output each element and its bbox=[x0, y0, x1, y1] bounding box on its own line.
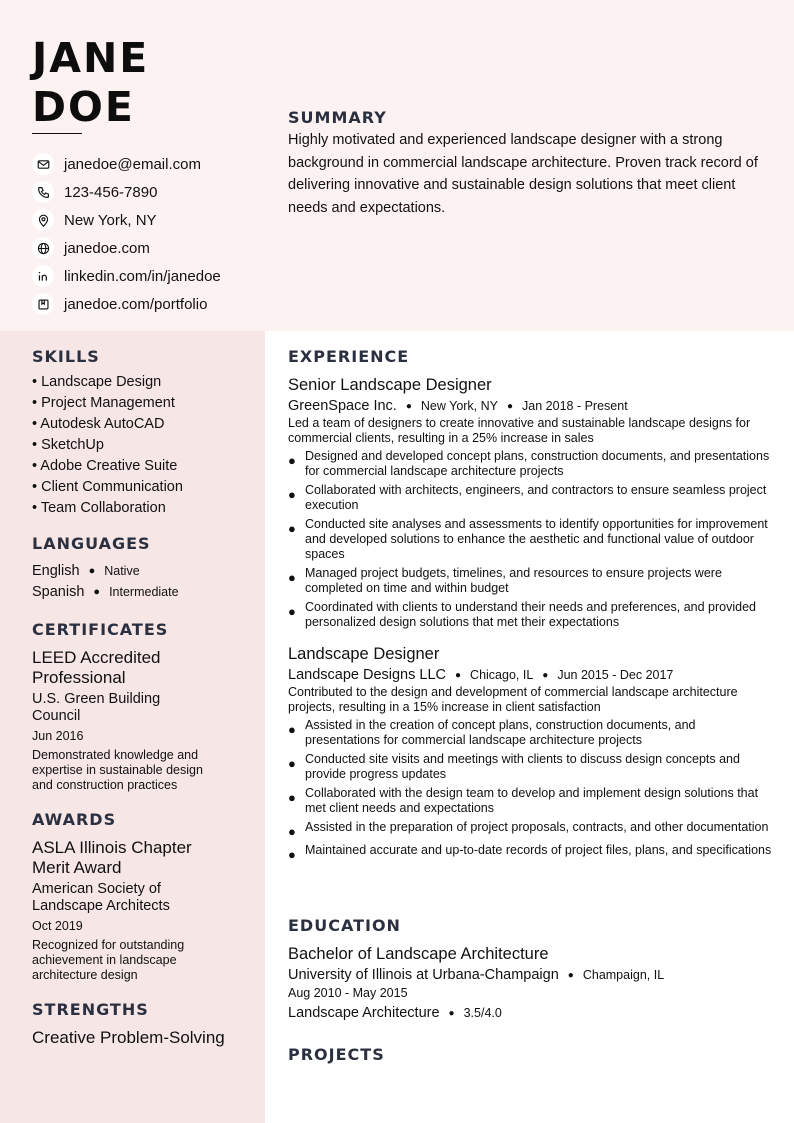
skills-list bbox=[32, 372, 247, 519]
bullet-icon: ● bbox=[288, 722, 296, 737]
job-dates: Jan 2018 - Present bbox=[522, 399, 628, 413]
language-name: Spanish bbox=[32, 584, 85, 600]
job-dates: Jun 2015 - Dec 2017 bbox=[557, 668, 674, 682]
bullet-text: Collaborated with architects, engineers, and contractors to ensure seamless project execution bbox=[305, 483, 767, 512]
field-row bbox=[288, 1005, 773, 1021]
job-title: Senior Landscape Designer bbox=[288, 376, 492, 394]
contact-phone[interactable] bbox=[32, 178, 221, 206]
job-meta bbox=[288, 398, 773, 414]
bullet-text: Maintained accurate and up-to-date records of project files, plans, and specifications bbox=[305, 843, 772, 857]
field-of-study: Landscape Architecture bbox=[288, 1005, 440, 1021]
separator-dot: ● bbox=[542, 669, 549, 681]
contact-website[interactable] bbox=[32, 234, 221, 262]
language-item bbox=[32, 561, 247, 582]
phone-icon bbox=[32, 181, 54, 203]
name-divider bbox=[32, 133, 82, 134]
bullet-text: Collaborated with the design team to develop and implement design solutions that met client needs and expectations bbox=[305, 786, 759, 815]
awards-title: AWARDS bbox=[32, 810, 117, 829]
bullet-text: Assisted in the preparation of project proposals, contracts, and other documentation bbox=[305, 820, 769, 834]
bullet-icon: ● bbox=[288, 756, 296, 771]
degree-name: Bachelor of Landscape Architecture bbox=[288, 945, 549, 963]
skill-item: • Adobe Creative Suite bbox=[32, 458, 178, 474]
summary-section bbox=[288, 108, 768, 219]
experience-section bbox=[288, 347, 773, 866]
bullet-text: Coordinated with clients to understand their needs and preferences, and provided personalized design solutions that met their expectations bbox=[305, 600, 756, 629]
award-date: Oct 2019 bbox=[32, 919, 83, 933]
skills-title: SKILLS bbox=[32, 347, 100, 366]
certificate-description: Demonstrated knowledge and expertise in sustainable design and construction practices bbox=[32, 748, 203, 792]
contact-website-text: janedoe.com bbox=[64, 239, 150, 257]
education-section bbox=[288, 916, 773, 1021]
skill-item: • Landscape Design bbox=[32, 374, 162, 390]
bullet-icon: ● bbox=[288, 570, 296, 585]
contact-phone-text: 123-456-7890 bbox=[64, 183, 158, 201]
bullet-item bbox=[288, 517, 773, 562]
contact-list bbox=[32, 150, 221, 318]
skill-item: • Autodesk AutoCAD bbox=[32, 416, 165, 432]
school-name: University of Illinois at Urbana-Champaign bbox=[288, 967, 559, 983]
name-last: DOE bbox=[32, 83, 135, 131]
languages-title: LANGUAGES bbox=[32, 534, 151, 553]
education-title: EDUCATION bbox=[288, 916, 401, 935]
contact-location bbox=[32, 206, 221, 234]
portfolio-icon bbox=[32, 293, 54, 315]
school-row bbox=[288, 967, 773, 983]
contact-portfolio[interactable] bbox=[32, 290, 221, 318]
job-entry bbox=[288, 375, 773, 630]
separator-dot: ● bbox=[405, 400, 412, 412]
email-icon bbox=[32, 153, 54, 175]
language-name: English bbox=[32, 563, 80, 579]
skill-item: • Team Collaboration bbox=[32, 500, 166, 516]
projects-title: PROJECTS bbox=[288, 1045, 385, 1064]
contact-email[interactable] bbox=[32, 150, 221, 178]
bullet-icon: ● bbox=[288, 487, 296, 502]
bullet-item bbox=[288, 449, 773, 479]
languages-list bbox=[32, 561, 247, 603]
contact-location-text: New York, NY bbox=[64, 211, 157, 229]
bullet-text: Designed and developed concept plans, construction documents, and presentations for commercial landscape architecture projects bbox=[305, 449, 770, 478]
award-issuer: American Society of Landscape Architects bbox=[32, 881, 170, 914]
experience-title: EXPERIENCE bbox=[288, 347, 410, 366]
bullet-item bbox=[288, 566, 773, 596]
bullet-item bbox=[288, 600, 773, 630]
awards-section bbox=[32, 810, 247, 983]
language-level: Intermediate bbox=[109, 585, 179, 599]
job-title: Landscape Designer bbox=[288, 645, 440, 663]
certificates-section bbox=[32, 620, 247, 793]
contact-linkedin[interactable] bbox=[32, 262, 221, 290]
job-bullets bbox=[288, 449, 773, 630]
gpa: 3.5/4.0 bbox=[463, 1006, 502, 1020]
globe-icon bbox=[32, 237, 54, 259]
strength-item: Creative Problem-Solving bbox=[32, 1028, 225, 1047]
bullet-item bbox=[288, 786, 773, 816]
bullet-icon: ● bbox=[288, 824, 296, 839]
summary-title: SUMMARY bbox=[288, 108, 387, 127]
skill-item: • Client Communication bbox=[32, 479, 183, 495]
job-location: New York, NY bbox=[420, 399, 498, 413]
separator-dot: ● bbox=[448, 1007, 455, 1019]
strengths-section bbox=[32, 1000, 247, 1048]
summary-text: Highly motivated and experienced landscape designer with a strong background in commercial landscape architecture. Proven track record of delivering innovative and sustainable design solutions that meet client needs and expectations. bbox=[288, 132, 758, 216]
job-bullets bbox=[288, 718, 773, 862]
award-name: ASLA Illinois Chapter Merit Award bbox=[32, 838, 192, 877]
bullet-text: Conducted site analyses and assessments to identify opportunities for improvement and developed solutions to enhance the aesthetic and functional value of outdoor spaces bbox=[305, 517, 768, 561]
linkedin-icon bbox=[32, 265, 54, 287]
bullet-icon: ● bbox=[288, 453, 296, 468]
language-item bbox=[32, 582, 247, 603]
bullet-item bbox=[288, 483, 773, 513]
projects-section bbox=[288, 1045, 773, 1064]
skill-item: • SketchUp bbox=[32, 437, 104, 453]
bullet-item bbox=[288, 718, 773, 748]
company-name: GreenSpace Inc. bbox=[288, 398, 397, 414]
name-first: JANE bbox=[32, 34, 150, 82]
separator-dot: ● bbox=[93, 586, 101, 598]
separator-dot: ● bbox=[507, 400, 514, 412]
bullet-text: Conducted site visits and meetings with clients to discuss design concepts and provide progress updates bbox=[305, 752, 740, 781]
strengths-title: STRENGTHS bbox=[32, 1000, 149, 1019]
contact-linkedin-text: linkedin.com/in/janedoe bbox=[64, 267, 221, 285]
location-icon bbox=[32, 209, 54, 231]
separator-dot: ● bbox=[567, 969, 574, 981]
candidate-name bbox=[32, 34, 149, 132]
languages-section bbox=[32, 534, 247, 603]
certificate-date: Jun 2016 bbox=[32, 729, 84, 743]
skills-section bbox=[32, 347, 247, 519]
company-name: Landscape Designs LLC bbox=[288, 667, 446, 683]
language-level: Native bbox=[104, 564, 140, 578]
certificate-name: LEED Accredited Professional bbox=[32, 648, 161, 687]
bullet-icon: ● bbox=[288, 604, 296, 619]
bullet-text: Managed project budgets, timelines, and resources to ensure projects were completed on time and within budget bbox=[305, 566, 722, 595]
education-dates: Aug 2010 - May 2015 bbox=[288, 986, 408, 1000]
bullet-item bbox=[288, 752, 773, 782]
certificates-title: CERTIFICATES bbox=[32, 620, 169, 639]
bullet-icon: ● bbox=[288, 521, 296, 536]
school-location: Champaign, IL bbox=[582, 968, 665, 982]
job-description: Contributed to the design and development of commercial landscape architecture projects, resulting in a 15% increase in client satisfaction bbox=[288, 685, 738, 714]
contact-portfolio-text: janedoe.com/portfolio bbox=[64, 295, 208, 313]
job-location: Chicago, IL bbox=[470, 668, 534, 682]
skill-item: • Project Management bbox=[32, 395, 175, 411]
bullet-item bbox=[288, 820, 773, 839]
bullet-icon: ● bbox=[288, 790, 296, 805]
job-description: Led a team of designers to create innovative and sustainable landscape designs for commercial clients, resulting in a 25% increase in sales bbox=[288, 416, 751, 445]
contact-email-text: janedoe@email.com bbox=[64, 155, 201, 173]
job-meta bbox=[288, 667, 773, 683]
certificate-issuer: U.S. Green Building Council bbox=[32, 691, 161, 724]
separator-dot: ● bbox=[88, 565, 96, 577]
job-entry bbox=[288, 644, 773, 862]
award-description: Recognized for outstanding achievement in landscape architecture design bbox=[32, 938, 185, 982]
bullet-text: Assisted in the creation of concept plans, construction documents, and presentations for commercial landscape architecture projects bbox=[305, 718, 696, 747]
separator-dot: ● bbox=[455, 669, 462, 681]
bullet-item bbox=[288, 843, 773, 862]
bullet-icon: ● bbox=[288, 847, 296, 862]
